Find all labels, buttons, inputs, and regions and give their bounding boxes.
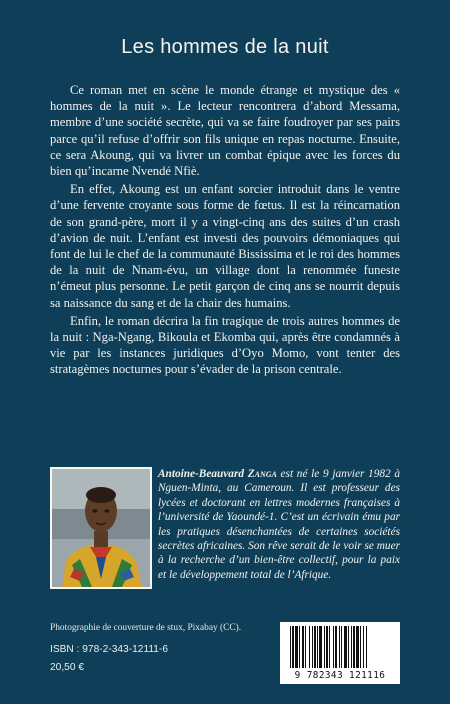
barcode-bars xyxy=(286,626,394,670)
cover-photo-credit: Photographie de couverture de stux, Pixabay (CC). xyxy=(50,623,242,633)
author-photo xyxy=(50,467,152,589)
barcode xyxy=(280,622,400,684)
synopsis xyxy=(50,82,400,378)
author-bio-text: est né le 9 janvier 1982 à Nguen-Minta, au Cameroun. Il est professeur des lycées et doctorant en lettres modernes françaises à l’université de Yaoundé-1. C’est un écrivain ému par les pratiques désenchantées de certaines sociétés secrètes africaines. Son rêve serait de le voir se muer à la recherche d’un bien-être collectif, pour la paix et le développement total de l’Afrique. xyxy=(158,468,400,581)
author-first-name: Antoine-Beauvard xyxy=(158,468,244,480)
isbn: ISBN : 978-2-343-12111-6 xyxy=(50,644,168,655)
author-bio xyxy=(158,467,400,582)
book-title: Les hommes de la nuit xyxy=(121,36,329,58)
synopsis-paragraph: Ce roman met en scène le monde étrange et mystique des « hommes de la nuit ». Le lecteur rencontrera d’abord Messama, membre d’une société secrète, qui va se faire foudroyer par ses pairs parce qu’il refuse d’offrir son fils unique en repas nocturne. Ensuite, ce sera Akoung, qui va livrer un combat épique avec les forces du bien qu’incarne Nvendé Nfiè. xyxy=(50,83,400,179)
price: 20,50 € xyxy=(50,662,84,673)
synopsis-paragraph: En effet, Akoung est un enfant sorcier introduit dans le ventre d’une fervente croyante sous forme de fœtus. Il est la réincarnation de son grand-père, mort il y a vingt-cinq ans des suites d’un crash d’avion de nuit. L’enfant est investi des pouvoirs démoniaques qui font de lui le chef de la communauté Bississima et le roi des hommes de la nuit de Nnam-évu, un village dont la renommée funeste n’émeut plus personne. Le petit garçon de cinq ans se nourrit depuis sa naissance du sang et de la chair des humains. xyxy=(50,182,400,310)
author-portrait-image xyxy=(52,469,150,587)
synopsis-paragraph: Enfin, le roman décrira la fin tragique de trois autres hommes de la nuit : Nga-Ngang, Bikoula et Ekomba qui, après être condamnés à vie par les instances juridiques d’Oyo Momo, vont tenter des stratagèmes nocturnes pour s’évader de la prison centrale. xyxy=(50,313,400,377)
author-last-name: Zanga xyxy=(247,468,277,480)
barcode-digits: 9 782343 121116 xyxy=(294,670,386,681)
